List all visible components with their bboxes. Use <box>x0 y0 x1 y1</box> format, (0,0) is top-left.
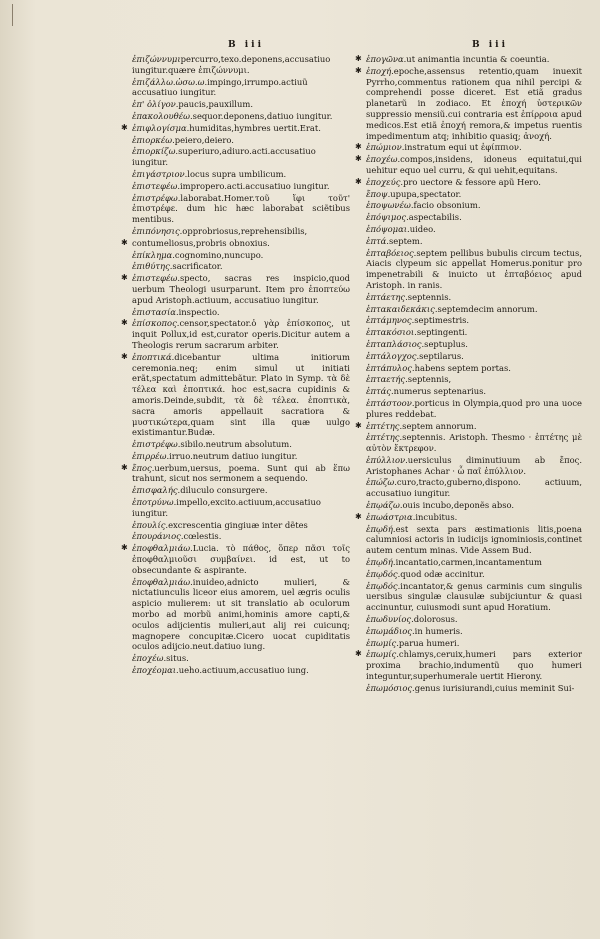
entry-headword: ἐποφθαλμιάω. <box>132 576 193 587</box>
entry-definition: in humeris. <box>414 625 463 636</box>
dictionary-entry <box>366 374 582 385</box>
entry-definition: curo,tracto,guberno,dispono. actiuum, accusatiuo iungitur. <box>366 477 582 499</box>
entry-headword: ἐπιζώννυμι <box>132 54 181 64</box>
entry-headword: ἐπακολουθέω. <box>132 110 193 121</box>
entry-definition: contumeliosus,probris obnoxius. <box>132 237 270 248</box>
entry-headword: ἐποχέομαι. <box>132 665 179 676</box>
dictionary-entry <box>366 304 582 315</box>
dictionary-entry <box>132 485 350 496</box>
right-column <box>366 54 582 695</box>
dictionary-entry <box>366 421 582 432</box>
entry-headword: ἑπτάετης. <box>366 291 408 302</box>
entry-definition: inuideo,adnicto mulieri, & nictatiunculis liceor eius amorem, uel ægris oculis aspicio mulierem: ut sit translatio ab oculorum morbo ad morbũ animi,hominis amore capti,& oculos adijcientis mulieri,aut alij rei cuicunq; magnopere concupitæ.Cicero uocat cupiditatis oculos adijcio.neut.datiuo iung. <box>132 576 350 652</box>
entry-headword: ἔποψ. <box>366 188 391 199</box>
entry-definition: superiuro,adiuro.acti.accusatiuo iungitur. <box>132 146 316 168</box>
entry-definition: ueho.actiuum,accusatiuo iung. <box>178 665 309 676</box>
dictionary-entry <box>366 189 582 200</box>
entry-definition: aspectabilis. <box>408 212 462 223</box>
dictionary-entry <box>132 439 350 450</box>
entry-headword: ἑπτάστοον. <box>366 397 415 408</box>
dictionary-entry <box>366 363 582 374</box>
dictionary-entry <box>132 226 350 237</box>
entry-headword: ἐπουράνιος. <box>132 531 184 542</box>
entry-definition: numerus septenarius. <box>393 386 487 397</box>
entry-headword: ἐπῳδός. <box>366 568 401 579</box>
entry-headword: ἑπτέτης. <box>366 420 403 431</box>
dictionary-entry <box>132 497 350 519</box>
dictionary-entry <box>132 653 350 664</box>
entry-definition: dicebantur ultima initiorum ceremonia.neq; enim simul ut initiati erãt,spectatum admittebãtur. Plato in Symp. τὰ δὲ τέλεα καὶ ἐποπτικά. hoc est,sacra cupidinis & amoris.Deinde,subdit, τὰ δὲ τέλεα. ἐποπτικὰ, sacra amoris appellauit sacratiora & μυστικώτερα,quam sint illa quæ uulgo existimantur.Budæ. <box>132 351 350 438</box>
entry-headword: ἐπιστεφέω. <box>132 273 180 284</box>
dictionary-entry <box>366 500 582 511</box>
entry-headword: ἐπῳδός. <box>366 580 401 591</box>
dictionary-entry <box>366 398 582 420</box>
dictionary-entry <box>366 224 582 235</box>
entry-definition: humiditas,hymbres uertit.Erat. <box>189 122 321 133</box>
entry-definition: cœlestis. <box>183 531 222 542</box>
dictionary-entry <box>132 261 350 272</box>
entry-definition: compos,insidens, idoneus equitatui,qui uehitur equo uel curru, & qui uehit,equitans. <box>366 154 582 175</box>
page-edge-mark <box>12 4 17 26</box>
entry-headword: ἐποτρύνω. <box>132 497 177 508</box>
dictionary-entry <box>366 626 582 637</box>
entry-headword: ἐπίσκοπος. <box>132 318 180 329</box>
entry-definition: septemdecim annorum. <box>437 303 538 314</box>
entry-definition: inspectio. <box>178 306 220 317</box>
dictionary-entry <box>366 200 582 211</box>
dictionary-entry <box>366 327 582 338</box>
dictionary-entry <box>132 146 350 168</box>
entry-headword: ἐποχεύς. <box>366 176 404 187</box>
entry-definition: habens septem portas. <box>414 362 511 373</box>
entry-definition: sacrificator. <box>172 261 223 272</box>
entry-headword: ἑπτέτης. <box>366 432 403 443</box>
entry-definition: excrescentia gingiuæ inter dẽtes <box>168 519 308 530</box>
dictionary-entry <box>132 238 350 249</box>
entry-headword: ἐπίκλημα. <box>132 249 175 260</box>
entry-headword: ἐπιστρέφω. <box>132 192 181 203</box>
entry-headword: ἑπτάμηνος. <box>366 315 415 326</box>
dictionary-entry <box>132 99 350 110</box>
dictionary-entry <box>366 638 582 649</box>
entry-definition: est sexta pars æstimationis litis,poena calumniosi actoris in iudicijs ignominiosis,continet autem centum minas. Vide Assem Bud. <box>366 523 582 556</box>
entry-headword: ἑπταετής. <box>366 374 408 385</box>
dictionary-entry <box>132 543 350 575</box>
entry-definition: septingenti. <box>416 327 468 338</box>
entry-definition: septennis. <box>407 291 452 302</box>
entry-definition: septimestris. <box>414 315 470 326</box>
entry-definition: Lucia. τὸ πάθος, ὅπερ πᾶσι τοῖς ἐποφθαλμιοῦσι συμβαίνει. id est, ut to obsecundante & aspirante. <box>132 543 350 575</box>
dictionary-entry <box>366 614 582 625</box>
entry-headword: ἐποχή. <box>366 65 394 76</box>
dictionary-entry <box>366 477 582 499</box>
dictionary-entry <box>132 318 350 350</box>
entry-definition: quod odæ accinitur. <box>400 568 485 579</box>
dictionary-entry <box>132 77 350 99</box>
dictionary-entry <box>366 569 582 580</box>
dictionary-entry <box>366 581 582 613</box>
dictionary-entry <box>366 315 582 326</box>
entry-headword: ἑπτάπυλος. <box>366 362 415 373</box>
dictionary-entry <box>366 512 582 523</box>
entry-headword: ἐπωδυνίος. <box>366 614 414 625</box>
entry-headword: ἐπῳδή. <box>366 557 396 568</box>
entry-definition: incantatio,carmen,incantamentum <box>395 557 542 568</box>
entry-definition: septilarus. <box>419 350 464 361</box>
dictionary-entry <box>366 683 582 694</box>
entry-headword: ἐπόψιμος. <box>366 212 409 223</box>
right-signature: B iii <box>472 40 508 50</box>
dictionary-entry <box>366 524 582 556</box>
entry-headword: ἑπτακόσιοι. <box>366 327 417 338</box>
dictionary-entry <box>366 386 582 397</box>
entry-definition: impropero.acti.accusatiuo iungitur. <box>179 180 330 191</box>
dictionary-entry <box>366 432 582 454</box>
entry-headword: ἐπιπόνησις. <box>132 225 183 236</box>
entry-headword: ἐπιγάστριον. <box>132 168 188 179</box>
entry-definition: uerbum,uersus, poema. Sunt qui ab ἕπω trahunt, sicut nos sermonem a sequendo. <box>132 462 350 484</box>
entry-headword: ἐπωμόσιος. <box>366 682 415 693</box>
entry-headword: ἐπόψομαι. <box>366 223 410 234</box>
entry-headword: ἐπώμιον. <box>366 142 405 153</box>
entry-headword: ἐπωμάδιος. <box>366 625 415 636</box>
entry-headword: ἐπιφλογίσμα. <box>132 122 190 133</box>
dictionary-entry <box>132 111 350 122</box>
dictionary-entry <box>366 248 582 291</box>
entry-definition: sequor.deponens,datiuo iungitur. <box>192 110 333 121</box>
entry-headword: ἐπώζω. <box>366 477 397 488</box>
entry-definition: septennis, <box>407 374 452 385</box>
entry-headword: ἑπτάλογχος. <box>366 350 420 361</box>
dictionary-entry <box>132 181 350 192</box>
entry-definition: septem pellibus bubulis circum tectus, Aiacis clypeum sic appellat Homerus.ponitur pro impenetrabili & inuicto ut ἑπταβόειος apud Aristoph. in ranis. <box>366 247 582 290</box>
entry-headword: ἐπιρρέω. <box>132 450 170 461</box>
entry-headword: ἐποχέω. <box>132 653 167 664</box>
dictionary-entry <box>132 135 350 146</box>
dictionary-entry <box>366 339 582 350</box>
entry-definition: facio obsonium. <box>413 200 481 211</box>
dictionary-entry <box>366 236 582 247</box>
dictionary-entry <box>366 212 582 223</box>
entry-definition: paucis,pauxillum. <box>178 99 253 110</box>
dictionary-entry <box>132 307 350 318</box>
entry-definition: pro uectore & fessore apũ Hero. <box>403 176 541 187</box>
entry-headword: ἐποπτικά. <box>132 351 175 362</box>
entry-definition: porticus in Olympia,quod pro una uoce plures reddebat. <box>366 397 582 419</box>
entry-headword: ἑπταπλάσιος. <box>366 338 425 349</box>
entry-definition: peiero,deiero. <box>174 134 234 145</box>
dictionary-entry <box>132 123 350 134</box>
dictionary-entry <box>132 531 350 542</box>
dictionary-entry <box>132 273 350 305</box>
entry-definition: sibilo.neutrum absolutum. <box>180 439 292 450</box>
entry-definition: dolorosus. <box>413 614 458 625</box>
entry-headword: ἑπτακαιδεκάκις. <box>366 303 438 314</box>
dictionary-entry <box>132 54 350 76</box>
entry-headword: ἐπιορκέω. <box>132 134 175 145</box>
entry-definition: cognomino,nuncupo. <box>174 249 264 260</box>
dictionary-entry <box>366 142 582 153</box>
entry-definition: septuplus. <box>424 338 468 349</box>
dictionary-entry <box>132 169 350 180</box>
entry-headword: ἐπῳδή. <box>366 523 396 534</box>
dictionary-entry <box>366 455 582 477</box>
entry-headword: ἐπωμίς. <box>366 637 399 648</box>
dictionary-entry <box>132 250 350 261</box>
entry-definition: septennis. Aristoph. Thesmo · ἑπτέτης μὲ αὐτὸν ἔκτρεφον. <box>366 432 582 454</box>
entry-headword: ἑπτάς. <box>366 386 394 397</box>
dictionary-entry <box>366 177 582 188</box>
entry-headword: ἐπιστεφέω. <box>132 180 180 191</box>
entry-definition: ut animantia incuntia & coeuntia. <box>406 54 550 64</box>
left-signature: B iii <box>228 40 264 50</box>
entry-definition: irruo.neutrum datiuo iungitur. <box>169 450 298 461</box>
dictionary-entry <box>366 649 582 681</box>
entry-headword: ἐποφθαλμιάω. <box>132 543 193 554</box>
dictionary-entry <box>366 66 582 142</box>
entry-definition: diluculo consurgere. <box>180 485 268 496</box>
entry-headword: ἐπιθύτης. <box>132 261 173 272</box>
entry-definition: percurro,texo.deponens,accusatiuo iungitur.quære ἐπιζώννυμι. <box>132 54 331 75</box>
entry-definition: impingo,irrumpo.actiuũ accusatiuo iungitur. <box>132 76 308 98</box>
entry-definition: uersiculus diminutiuum ab ἔπος. Aristophanes Achar · ὦ παῖ ἐπύλλιον. <box>366 454 582 476</box>
entry-definition: laborabat.Homer.τοῦ ἴφι τοῦτ' ἐπιστρέφε. dum hic hæc laborabat sciẽtibus mentibus. <box>132 192 350 225</box>
dictionary-entry <box>132 193 350 225</box>
entry-headword: ἐπωάστρια. <box>366 511 416 522</box>
entry-definition: genus iurisiurandi,cuius meminit Sui- <box>414 682 575 693</box>
entry-definition: ouis incubo,deponẽs abso. <box>402 500 515 511</box>
entry-headword: ἐπωμίς. <box>366 649 399 660</box>
entry-headword: ἐπογῶνα. <box>366 54 407 64</box>
entry-headword: ἐποχέω. <box>366 154 401 165</box>
entry-definition: incantator,& genus carminis cum singulis uersibus singulæ clausulæ subijciuntur & quasi accinuntur, cuiusmodi sunt apud Horatium. <box>366 580 582 613</box>
dictionary-entry <box>366 557 582 568</box>
dictionary-entry <box>132 451 350 462</box>
entry-definition: chlamys,ceruix,humeri pars exterior proxima brachio,indumentũ quo humeri integuntur,superhumerale uertit Hierony. <box>366 649 582 682</box>
entry-definition: incubitus. <box>415 511 458 522</box>
dictionary-entry <box>132 352 350 438</box>
entry-definition: septem. <box>388 235 423 246</box>
entry-definition: uideo. <box>409 223 436 234</box>
entry-definition: specto, sacras res inspicio,quod uerbum Theologi usurparunt. Item pro ἐποπτεύω apud Aristoph.actiuum, accusatiuo iungitur. <box>132 273 350 305</box>
entry-definition: situs. <box>166 653 189 664</box>
dictionary-entry <box>132 577 350 653</box>
entry-headword: ἐπουλίς. <box>132 519 169 530</box>
entry-headword: ἑπταβόειος. <box>366 247 417 258</box>
entry-headword: ἑπτά. <box>366 235 389 246</box>
dictionary-entry <box>366 292 582 303</box>
entry-definition: instratum equi ut ἐφίππιον. <box>404 142 522 153</box>
entry-headword: ἐπ' ὀλίγον. <box>132 99 179 110</box>
entry-definition: epoche,assensus retentio,quam inuexit Pyrrho,commentus rationem qua nihil percipi & comprehendi posse diceret. Est etiã gradus planetarũ in zodiaco. Et ἐποχή ὑστερικῶν suppressio mensiũ.cui contraria est ἐπίρροια apud medicos.Est etiã ἐποχή remora,& impetus ruentis impedimentum atq; inhibitio quasiq; ἀνοχή. <box>366 65 582 141</box>
entry-headword: ἐπιζάλλω.ὠσω.ω. <box>132 76 208 87</box>
dictionary-entry <box>132 463 350 485</box>
dictionary-entry <box>132 665 350 676</box>
entry-definition: upupa,spectator. <box>390 188 462 199</box>
entry-definition: impello,excito.actiuum,accusatiuo iungitur. <box>132 497 321 518</box>
entry-definition: censor,spectator.ὁ γὰρ ἐπίσκοπος, ut inquit Pollux,id est,curator operis.Dicitur autem a Theologis rerum sacrarum arbiter. <box>132 318 350 350</box>
entry-headword: ἐπῳάζω. <box>366 500 403 511</box>
dictionary-entry <box>366 351 582 362</box>
entry-headword: ἐπιορκίζω. <box>132 146 179 157</box>
entry-headword: ἐπιστρέφω. <box>132 439 181 450</box>
left-column <box>132 54 350 677</box>
entry-headword: ἐποψωνέω. <box>366 200 414 211</box>
dictionary-entry <box>132 520 350 531</box>
entry-definition: locus supra umbilicum. <box>187 168 287 179</box>
dictionary-entry <box>366 154 582 176</box>
entry-headword: ἐπύλλιον. <box>366 454 408 465</box>
entry-headword: ἐπισφαλής. <box>132 485 181 496</box>
entry-headword: ἐπιστασία. <box>132 306 179 317</box>
entry-definition: opprobriosus,reprehensibilis, <box>182 225 308 236</box>
dictionary-entry <box>366 54 582 65</box>
entry-definition: septem annorum. <box>402 420 477 431</box>
entry-headword: ἔπος. <box>132 462 155 473</box>
entry-definition: parua humeri. <box>398 637 460 648</box>
